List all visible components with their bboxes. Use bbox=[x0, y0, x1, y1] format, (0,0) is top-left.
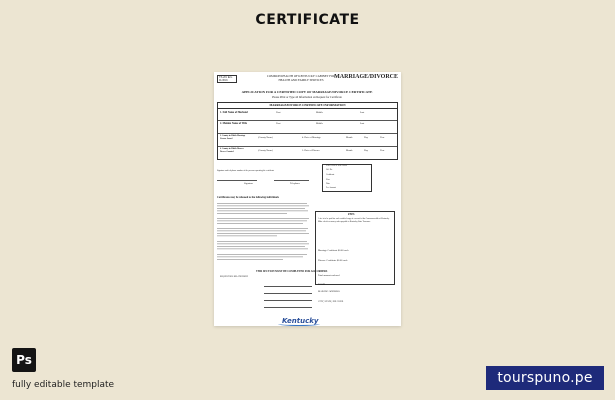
divider bbox=[218, 120, 397, 121]
office-row: Fee Amount bbox=[326, 187, 336, 189]
col-day: Day bbox=[364, 136, 368, 139]
application-heading: APPLICATION FOR A CERTIFIED COPY OF MARRIAGE/DIVORCE CERTIFICATE bbox=[241, 90, 373, 94]
address-line bbox=[264, 286, 312, 287]
fees-title: FEES bbox=[348, 213, 355, 216]
county-name: (County Name) bbox=[258, 136, 273, 139]
col-day: Day bbox=[364, 149, 368, 152]
county-divorce-label: 4. County in Which Divorce Decree Granted bbox=[220, 148, 244, 153]
county-name: (County Name) bbox=[258, 149, 273, 152]
signature-note: Signature and telephone number of the person requesting the certificate bbox=[217, 170, 275, 172]
release-title: Certificates may be released to the following individuals bbox=[217, 196, 279, 199]
telephone-line bbox=[274, 180, 309, 181]
signature-label: Signature bbox=[244, 182, 254, 185]
print-instructions: Please Print or Type all Information on Request for Certificate bbox=[272, 96, 342, 99]
form-number-box: VS-201 Rev. 01/2016 bbox=[217, 75, 237, 83]
col-last: Last bbox=[360, 111, 365, 114]
address-line bbox=[264, 307, 312, 308]
divider bbox=[218, 146, 397, 147]
husband-name-label: 1. Full Name of Husband bbox=[220, 111, 248, 114]
fees-box bbox=[315, 211, 395, 285]
office-row: Year bbox=[326, 179, 330, 181]
col-last: Last bbox=[360, 122, 365, 125]
col-year: Year bbox=[380, 136, 385, 139]
photoshop-icon: Ps bbox=[12, 348, 36, 372]
kentucky-logo: Kentucky bbox=[282, 317, 319, 325]
col-first: First bbox=[276, 111, 281, 114]
divider bbox=[218, 133, 397, 134]
wife-name-label: 2. Maiden Name of Wife bbox=[220, 122, 247, 125]
fee-line: Total amount enclosed bbox=[318, 274, 340, 277]
mail-section-title: THIS SECTION MUST BE COMPLETED FOR ALL ORDERS bbox=[256, 270, 328, 273]
col-middle: Middle bbox=[316, 111, 323, 114]
telephone-label: Telephone bbox=[290, 182, 300, 185]
brand-badge[interactable]: tourspuno.pe bbox=[486, 366, 604, 390]
date-of-marriage-label: 4. Date of Marriage bbox=[302, 136, 321, 139]
office-row: Date bbox=[326, 183, 330, 185]
fees-text: A fee is to be paid for each certified copy of a record of the Commonwealth of Kentucky. Make check or money order payable to Kentucky State Treasurer. bbox=[318, 218, 390, 223]
office-row: Certificate bbox=[326, 174, 335, 176]
address-line bbox=[264, 293, 312, 294]
address-line bbox=[264, 300, 312, 301]
col-middle: Middle bbox=[316, 122, 323, 125]
col-year: Year bbox=[380, 149, 385, 152]
office-use-box bbox=[322, 164, 372, 192]
release-text-lines bbox=[217, 203, 311, 279]
office-row: Vol. No. bbox=[326, 169, 333, 171]
agency-header: COMMONWEALTH OF KENTUCKY CABINET FOR HEALTH AND FAMILY SERVICES bbox=[266, 74, 336, 82]
template-caption: fully editable template bbox=[12, 380, 115, 390]
office-use-title: FOR OFFICE USE ONLY bbox=[326, 165, 348, 167]
fee-line: Divorce Certificate $6.00 each bbox=[318, 259, 348, 262]
release-paragraph-1 bbox=[217, 203, 311, 281]
col-month: Month bbox=[346, 149, 353, 152]
date-of-divorce-label: 5. Date of Divorce bbox=[302, 149, 320, 152]
mail-field: NAME bbox=[318, 283, 326, 286]
mail-field: CITY, STATE, ZIP CODE bbox=[318, 300, 344, 303]
fee-line: Marriage Certificate $6.00 each bbox=[318, 249, 349, 252]
col-month: Month bbox=[346, 136, 353, 139]
certificate-document bbox=[214, 72, 401, 326]
section-title: MARRIAGE/DIVORCE CERTIFICATE INFORMATION bbox=[218, 103, 397, 109]
col-first: First bbox=[276, 122, 281, 125]
page-title: CERTIFICATE bbox=[255, 12, 360, 28]
requestor-relationship-label: REQUESTOR'S RELATIONSHIP bbox=[220, 276, 248, 278]
certificate-info-section bbox=[217, 102, 398, 160]
county-license-label: 3. County in Which Marriage License Issued bbox=[220, 135, 246, 140]
document-type-label: MARRIAGE/DIVORCE bbox=[334, 74, 398, 80]
logo-swoosh-icon bbox=[278, 322, 320, 326]
signature-line bbox=[217, 180, 257, 181]
mail-field: MAILING ADDRESS bbox=[318, 290, 340, 293]
